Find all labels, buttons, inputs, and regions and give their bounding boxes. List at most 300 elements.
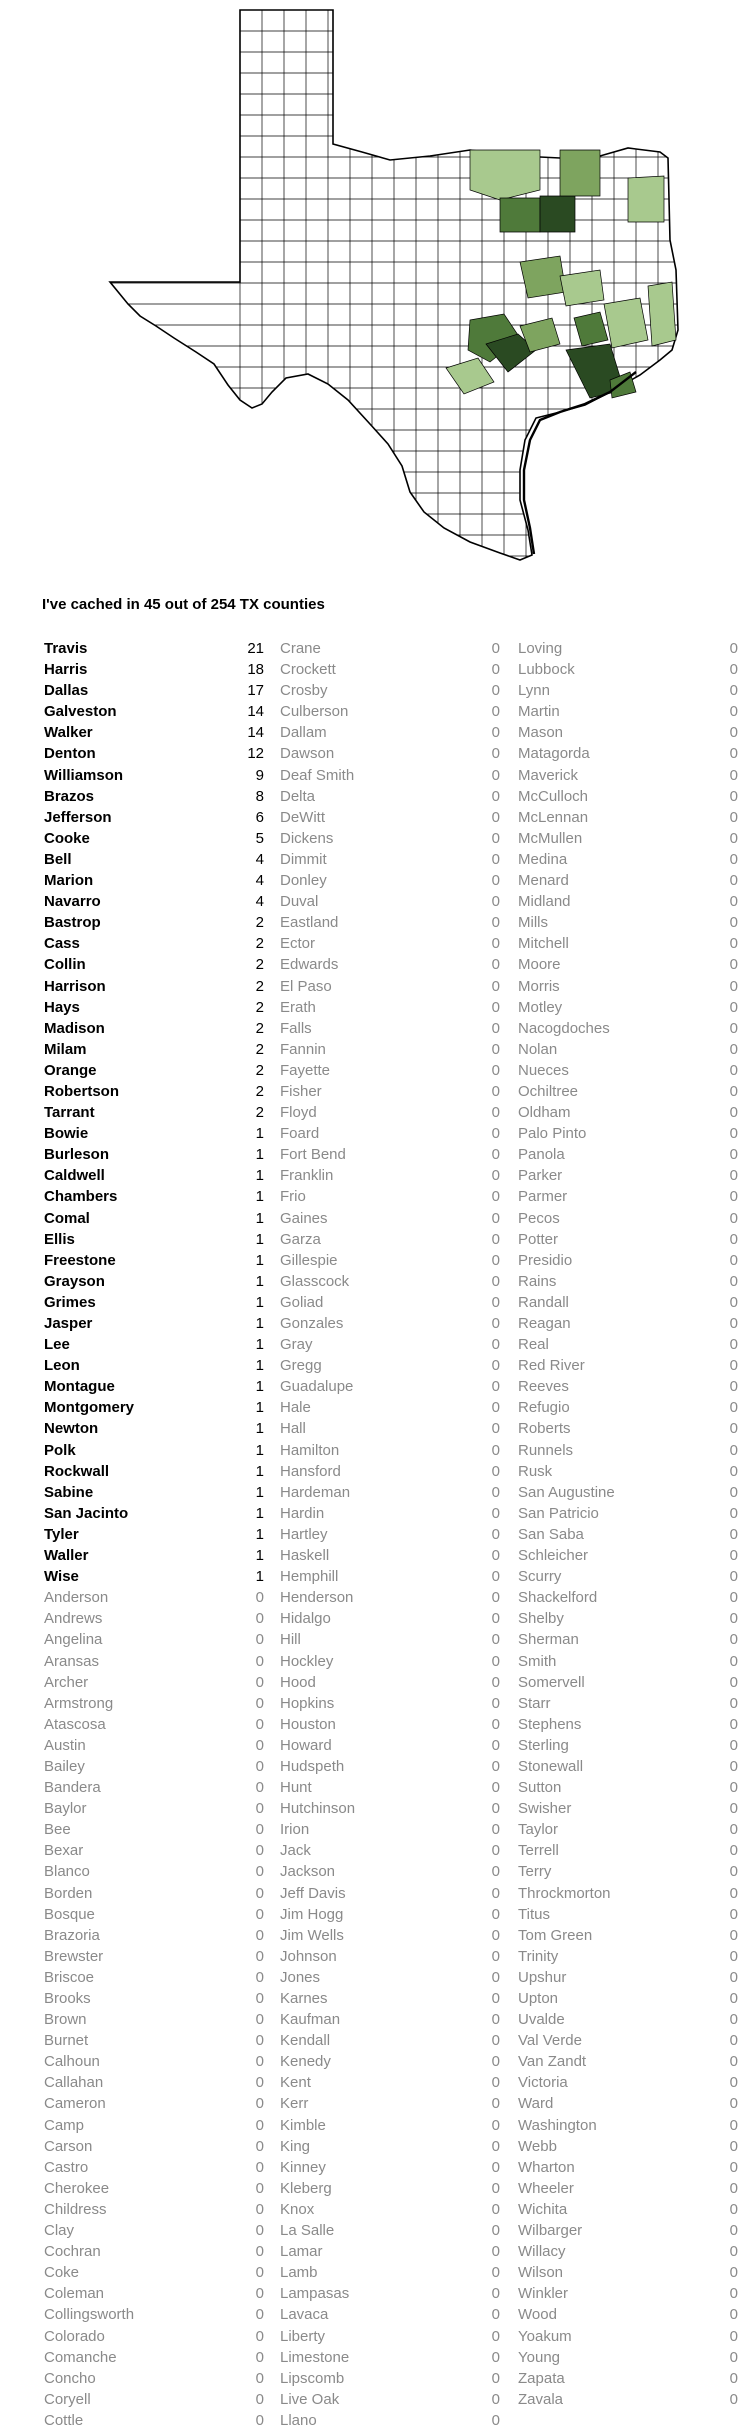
county-row bbox=[280, 1039, 500, 1060]
county-count: 0 bbox=[491, 998, 500, 1016]
county-name: Coleman bbox=[44, 2285, 105, 2303]
county-count: 0 bbox=[255, 2158, 264, 2176]
county-row bbox=[44, 2389, 264, 2410]
county-name: Moore bbox=[518, 956, 561, 974]
county-count: 0 bbox=[255, 2411, 264, 2429]
county-name: Wood bbox=[518, 2306, 557, 2324]
county-name: Robertson bbox=[44, 1082, 119, 1100]
county-name: Foard bbox=[280, 1125, 320, 1143]
county-name: Knox bbox=[280, 2200, 315, 2218]
county-row bbox=[44, 2009, 264, 2030]
county-name: San Patricio bbox=[518, 1504, 599, 1522]
county-row bbox=[280, 1461, 500, 1482]
county-row bbox=[518, 659, 738, 680]
county-count: 0 bbox=[729, 1504, 738, 1522]
county-name: Jones bbox=[280, 1968, 321, 1986]
county-count: 0 bbox=[255, 2327, 264, 2345]
county-name: Harrison bbox=[44, 977, 106, 995]
county-row bbox=[44, 1861, 264, 1882]
county-name: Duval bbox=[280, 893, 319, 911]
cached-county-shade bbox=[446, 358, 494, 394]
county-name: Callahan bbox=[44, 2074, 104, 2092]
county-row bbox=[518, 1165, 738, 1186]
county-name: Gonzales bbox=[280, 1315, 344, 1332]
gulf-coast-line bbox=[524, 372, 636, 554]
county-count: 0 bbox=[491, 640, 500, 657]
county-count: 0 bbox=[255, 2222, 264, 2240]
county-count: 0 bbox=[729, 1230, 738, 1248]
county-row bbox=[44, 2199, 264, 2220]
county-count: 0 bbox=[491, 2390, 500, 2408]
county-count: 2 bbox=[255, 1082, 264, 1100]
county-name: Chambers bbox=[44, 1188, 118, 1206]
county-count: 0 bbox=[729, 2200, 738, 2218]
county-count: 0 bbox=[729, 1821, 738, 1839]
county-row bbox=[44, 2157, 264, 2178]
county-count: 0 bbox=[729, 1357, 738, 1375]
county-count: 14 bbox=[247, 724, 264, 742]
county-count: 1 bbox=[255, 1504, 264, 1522]
county-count: 0 bbox=[729, 1251, 738, 1269]
county-name: Orange bbox=[44, 1061, 97, 1079]
county-row bbox=[280, 997, 500, 1018]
county-count: 0 bbox=[491, 682, 500, 700]
county-row bbox=[280, 1355, 500, 1376]
county-row bbox=[280, 1566, 500, 1587]
county-row bbox=[280, 1102, 500, 1123]
county-count: 12 bbox=[247, 745, 264, 763]
county-name: Blanco bbox=[44, 1863, 90, 1881]
county-row bbox=[280, 849, 500, 870]
county-row bbox=[280, 1418, 500, 1439]
county-name: Grimes bbox=[44, 1293, 96, 1311]
county-name: Bailey bbox=[44, 1757, 85, 1775]
county-count: 0 bbox=[729, 2158, 738, 2176]
county-row bbox=[280, 1292, 500, 1313]
county-name: Austin bbox=[44, 1736, 86, 1754]
county-row bbox=[518, 1946, 738, 1967]
county-row bbox=[44, 1777, 264, 1798]
county-name: Bell bbox=[44, 850, 72, 868]
county-row bbox=[280, 1629, 500, 1650]
county-name: Terrell bbox=[518, 1842, 559, 1860]
county-name: Archer bbox=[44, 1673, 89, 1691]
county-row bbox=[518, 1229, 738, 1250]
county-count: 0 bbox=[729, 2348, 738, 2366]
county-name: Gillespie bbox=[280, 1251, 338, 1269]
county-name: El Paso bbox=[280, 977, 332, 995]
county-count: 1 bbox=[255, 1251, 264, 1269]
county-name: Upton bbox=[518, 1990, 559, 2007]
county-count: 0 bbox=[491, 1293, 500, 1311]
county-row bbox=[518, 743, 738, 764]
county-count: 0 bbox=[491, 745, 500, 763]
county-count: 0 bbox=[255, 1779, 264, 1797]
county-row bbox=[44, 1798, 264, 1819]
county-name: Fisher bbox=[280, 1082, 322, 1100]
county-count: 0 bbox=[729, 998, 738, 1016]
county-count: 0 bbox=[255, 1610, 264, 1628]
county-name: Hutchinson bbox=[280, 1800, 356, 1818]
county-row bbox=[44, 954, 264, 975]
county-name: Roberts bbox=[518, 1420, 571, 1438]
county-name: Tarrant bbox=[44, 1104, 95, 1122]
county-count: 0 bbox=[491, 724, 500, 742]
county-name: Brazoria bbox=[44, 1926, 100, 1944]
county-row bbox=[44, 1503, 264, 1524]
county-count: 0 bbox=[729, 724, 738, 742]
county-count: 0 bbox=[729, 1547, 738, 1565]
county-count: 0 bbox=[729, 872, 738, 890]
county-row bbox=[44, 933, 264, 954]
county-row bbox=[280, 1967, 500, 1988]
county-row bbox=[280, 1925, 500, 1946]
county-row bbox=[518, 1482, 738, 1503]
county-name: Wichita bbox=[518, 2200, 568, 2218]
county-name: Smith bbox=[518, 1652, 557, 1670]
county-name: Culberson bbox=[280, 703, 349, 721]
county-name: Mills bbox=[518, 914, 548, 932]
cached-county-shade bbox=[628, 176, 664, 222]
county-name: Hamilton bbox=[280, 1441, 340, 1459]
county-row bbox=[518, 1208, 738, 1229]
county-count: 0 bbox=[729, 1863, 738, 1881]
county-count: 0 bbox=[729, 682, 738, 700]
county-name: Somervell bbox=[518, 1673, 585, 1691]
county-name: Lamar bbox=[280, 2243, 323, 2261]
county-name: Shelby bbox=[518, 1610, 564, 1628]
county-name: Cass bbox=[44, 935, 80, 953]
county-name: San Saba bbox=[518, 1525, 584, 1543]
county-name: Travis bbox=[44, 640, 88, 657]
county-count: 0 bbox=[255, 1631, 264, 1649]
county-name: Menard bbox=[518, 872, 569, 890]
county-row bbox=[518, 870, 738, 891]
county-row bbox=[280, 2220, 500, 2241]
county-row bbox=[280, 1503, 500, 1524]
county-row bbox=[518, 1039, 738, 1060]
county-row bbox=[280, 2030, 500, 2051]
county-row bbox=[280, 2262, 500, 2283]
county-count: 0 bbox=[491, 1019, 500, 1037]
county-count: 0 bbox=[491, 1420, 500, 1438]
county-row bbox=[44, 2326, 264, 2347]
county-row bbox=[280, 2178, 500, 2199]
county-count: 0 bbox=[491, 935, 500, 953]
county-count: 0 bbox=[255, 1842, 264, 1860]
cached-county-shade bbox=[560, 270, 604, 306]
county-row bbox=[44, 1461, 264, 1482]
county-name: Henderson bbox=[280, 1589, 354, 1607]
county-name: Stonewall bbox=[518, 1757, 584, 1775]
county-count: 0 bbox=[491, 1779, 500, 1797]
county-row bbox=[44, 2283, 264, 2304]
county-name: Starr bbox=[518, 1694, 551, 1712]
county-name: Shackelford bbox=[518, 1589, 598, 1607]
county-row bbox=[44, 1039, 264, 1060]
county-row bbox=[280, 2093, 500, 2114]
county-row bbox=[44, 1566, 264, 1587]
county-name: Hudspeth bbox=[280, 1757, 345, 1775]
county-row bbox=[44, 870, 264, 891]
county-column-2 bbox=[280, 638, 500, 2431]
county-row bbox=[518, 1988, 738, 2009]
county-row bbox=[280, 1250, 500, 1271]
county-row bbox=[44, 1376, 264, 1397]
county-count: 1 bbox=[255, 1568, 264, 1586]
county-count: 0 bbox=[491, 1399, 500, 1417]
county-count: 0 bbox=[729, 1968, 738, 1986]
county-count: 9 bbox=[255, 766, 264, 784]
county-count: 0 bbox=[729, 1209, 738, 1227]
county-row bbox=[280, 722, 500, 743]
county-count: 0 bbox=[729, 1610, 738, 1628]
county-row bbox=[44, 2136, 264, 2157]
county-name: Kendall bbox=[280, 2032, 331, 2050]
county-name: Atascosa bbox=[44, 1715, 106, 1733]
county-name: Live Oak bbox=[280, 2390, 340, 2408]
county-name: Wilbarger bbox=[518, 2222, 583, 2240]
county-name: Wise bbox=[44, 1568, 79, 1586]
county-count: 0 bbox=[491, 1104, 500, 1122]
cached-county-shade bbox=[574, 312, 608, 346]
county-row bbox=[518, 1714, 738, 1735]
county-count: 1 bbox=[255, 1441, 264, 1459]
county-name: Angelina bbox=[44, 1631, 103, 1649]
county-name: Bastrop bbox=[44, 914, 101, 932]
county-row bbox=[44, 2072, 264, 2093]
county-row bbox=[280, 1608, 500, 1629]
county-name: Sterling bbox=[518, 1736, 569, 1754]
county-row bbox=[44, 765, 264, 786]
county-name: La Salle bbox=[280, 2222, 335, 2240]
county-row bbox=[280, 807, 500, 828]
county-row bbox=[44, 1418, 264, 1439]
county-row bbox=[44, 2347, 264, 2368]
county-row bbox=[280, 1440, 500, 1461]
county-count: 0 bbox=[255, 1673, 264, 1691]
county-row bbox=[518, 2093, 738, 2114]
county-count: 0 bbox=[255, 2348, 264, 2366]
county-name: Cameron bbox=[44, 2095, 106, 2113]
county-row bbox=[518, 1608, 738, 1629]
county-name: Crane bbox=[280, 640, 321, 657]
county-name: Comal bbox=[44, 1209, 90, 1227]
county-name: Cooke bbox=[44, 829, 90, 847]
county-name: Brewster bbox=[44, 1947, 104, 1965]
county-row bbox=[518, 2389, 738, 2410]
county-name: Crosby bbox=[280, 682, 328, 700]
cached-county-shade bbox=[604, 298, 648, 348]
county-row bbox=[44, 1587, 264, 1608]
county-name: Jefferson bbox=[44, 808, 112, 826]
county-name: Potter bbox=[518, 1230, 559, 1248]
county-count: 0 bbox=[255, 1821, 264, 1839]
county-count: 0 bbox=[491, 1061, 500, 1079]
county-count: 0 bbox=[491, 1694, 500, 1712]
county-name: Castro bbox=[44, 2158, 89, 2176]
county-name: Nolan bbox=[518, 1040, 558, 1058]
county-name: Erath bbox=[280, 998, 316, 1016]
county-name: Fort Bend bbox=[280, 1146, 346, 1164]
county-row bbox=[280, 1904, 500, 1925]
county-count: 0 bbox=[491, 1082, 500, 1100]
county-name: Hall bbox=[280, 1420, 306, 1438]
county-count: 0 bbox=[491, 2369, 500, 2387]
county-count: 0 bbox=[491, 2032, 500, 2050]
county-count: 0 bbox=[255, 1905, 264, 1923]
county-count: 0 bbox=[491, 1631, 500, 1649]
county-count: 1 bbox=[255, 1336, 264, 1354]
county-count: 0 bbox=[255, 2369, 264, 2387]
county-row bbox=[44, 786, 264, 807]
county-count: 0 bbox=[729, 829, 738, 847]
county-name: Calhoun bbox=[44, 2053, 100, 2071]
county-count: 0 bbox=[255, 2032, 264, 2050]
county-row bbox=[44, 1355, 264, 1376]
county-row bbox=[280, 1587, 500, 1608]
county-row bbox=[518, 1798, 738, 1819]
county-count: 1 bbox=[255, 1357, 264, 1375]
county-count: 0 bbox=[255, 1736, 264, 1754]
county-row bbox=[44, 1081, 264, 1102]
county-count: 0 bbox=[491, 1547, 500, 1565]
county-name: Edwards bbox=[280, 956, 339, 974]
county-count: 4 bbox=[255, 872, 264, 890]
county-name: Mitchell bbox=[518, 935, 569, 953]
county-row bbox=[280, 1313, 500, 1334]
county-name: Hood bbox=[280, 1673, 316, 1691]
county-name: Tom Green bbox=[518, 1926, 593, 1944]
county-count: 0 bbox=[255, 2137, 264, 2155]
county-row bbox=[44, 1250, 264, 1271]
county-count: 0 bbox=[729, 2222, 738, 2240]
county-row bbox=[518, 2072, 738, 2093]
county-name: Tyler bbox=[44, 1525, 79, 1543]
county-row bbox=[280, 1672, 500, 1693]
county-count: 0 bbox=[255, 1589, 264, 1607]
county-name: Panola bbox=[518, 1146, 565, 1164]
county-row bbox=[518, 1672, 738, 1693]
county-row bbox=[518, 1819, 738, 1840]
county-row bbox=[518, 1545, 738, 1566]
county-name: Navarro bbox=[44, 893, 101, 911]
county-name: Terry bbox=[518, 1863, 552, 1881]
county-row bbox=[518, 638, 738, 659]
county-row bbox=[518, 1397, 738, 1418]
county-row bbox=[280, 2072, 500, 2093]
county-count: 0 bbox=[729, 1399, 738, 1417]
county-count: 0 bbox=[491, 808, 500, 826]
county-name: Dimmit bbox=[280, 850, 327, 868]
county-row bbox=[518, 2051, 738, 2072]
county-row bbox=[44, 1629, 264, 1650]
county-count: 0 bbox=[729, 2053, 738, 2071]
county-count: 0 bbox=[491, 2095, 500, 2113]
county-count: 0 bbox=[491, 850, 500, 868]
county-count: 0 bbox=[491, 1757, 500, 1775]
county-name: Karnes bbox=[280, 1990, 328, 2007]
county-count: 0 bbox=[255, 2285, 264, 2303]
county-row bbox=[44, 1756, 264, 1777]
county-row bbox=[280, 1756, 500, 1777]
county-name: Ochiltree bbox=[518, 1082, 579, 1100]
county-count: 0 bbox=[729, 745, 738, 763]
county-count: 0 bbox=[491, 661, 500, 679]
county-row bbox=[280, 659, 500, 680]
county-name: Gregg bbox=[280, 1357, 322, 1375]
county-count: 0 bbox=[255, 2074, 264, 2092]
county-name: Lampasas bbox=[280, 2285, 350, 2303]
county-name: Caldwell bbox=[44, 1167, 105, 1185]
county-row bbox=[518, 1840, 738, 1861]
county-name: Van Zandt bbox=[518, 2053, 587, 2071]
county-row bbox=[280, 2389, 500, 2410]
county-row bbox=[44, 976, 264, 997]
county-count: 0 bbox=[491, 1483, 500, 1501]
county-count: 0 bbox=[729, 1947, 738, 1965]
county-row bbox=[280, 1165, 500, 1186]
county-row bbox=[518, 976, 738, 997]
county-count: 0 bbox=[491, 1336, 500, 1354]
county-row bbox=[518, 680, 738, 701]
county-name: Jim Wells bbox=[280, 1926, 344, 1944]
county-row bbox=[518, 1313, 738, 1334]
county-count: 0 bbox=[491, 1315, 500, 1332]
county-count: 0 bbox=[729, 956, 738, 974]
county-row bbox=[44, 912, 264, 933]
county-row bbox=[280, 701, 500, 722]
county-count: 0 bbox=[491, 2053, 500, 2071]
county-row bbox=[44, 722, 264, 743]
county-row bbox=[280, 933, 500, 954]
county-name: Presidio bbox=[518, 1251, 573, 1269]
county-count: 0 bbox=[491, 1251, 500, 1269]
county-name: Dallas bbox=[44, 682, 89, 700]
county-name: Real bbox=[518, 1336, 549, 1354]
county-name: Kimble bbox=[280, 2116, 326, 2134]
county-row bbox=[44, 680, 264, 701]
county-name: Bandera bbox=[44, 1779, 101, 1797]
cached-summary: I've cached in 45 out of 254 TX counties bbox=[42, 596, 325, 613]
county-row bbox=[44, 2051, 264, 2072]
county-row bbox=[44, 1292, 264, 1313]
county-row bbox=[280, 2347, 500, 2368]
county-name: Anderson bbox=[44, 1589, 109, 1607]
county-count: 0 bbox=[491, 893, 500, 911]
county-count: 0 bbox=[491, 1589, 500, 1607]
county-name: Kenedy bbox=[280, 2053, 331, 2071]
county-row bbox=[518, 2199, 738, 2220]
county-name: Walker bbox=[44, 724, 93, 742]
county-name: Gaines bbox=[280, 1209, 328, 1227]
county-row bbox=[280, 1144, 500, 1165]
county-row bbox=[280, 1524, 500, 1545]
county-name: Nacogdoches bbox=[518, 1019, 610, 1037]
county-row bbox=[518, 1735, 738, 1756]
county-name: Garza bbox=[280, 1230, 321, 1248]
county-row bbox=[518, 954, 738, 975]
county-row bbox=[518, 1334, 738, 1355]
county-count: 0 bbox=[729, 2032, 738, 2050]
county-row bbox=[44, 2115, 264, 2136]
county-count: 0 bbox=[729, 1589, 738, 1607]
county-count: 0 bbox=[729, 2243, 738, 2261]
county-name: Collin bbox=[44, 956, 86, 974]
county-name: Reeves bbox=[518, 1378, 569, 1396]
county-count: 0 bbox=[491, 1441, 500, 1459]
county-name: Crockett bbox=[280, 661, 336, 679]
